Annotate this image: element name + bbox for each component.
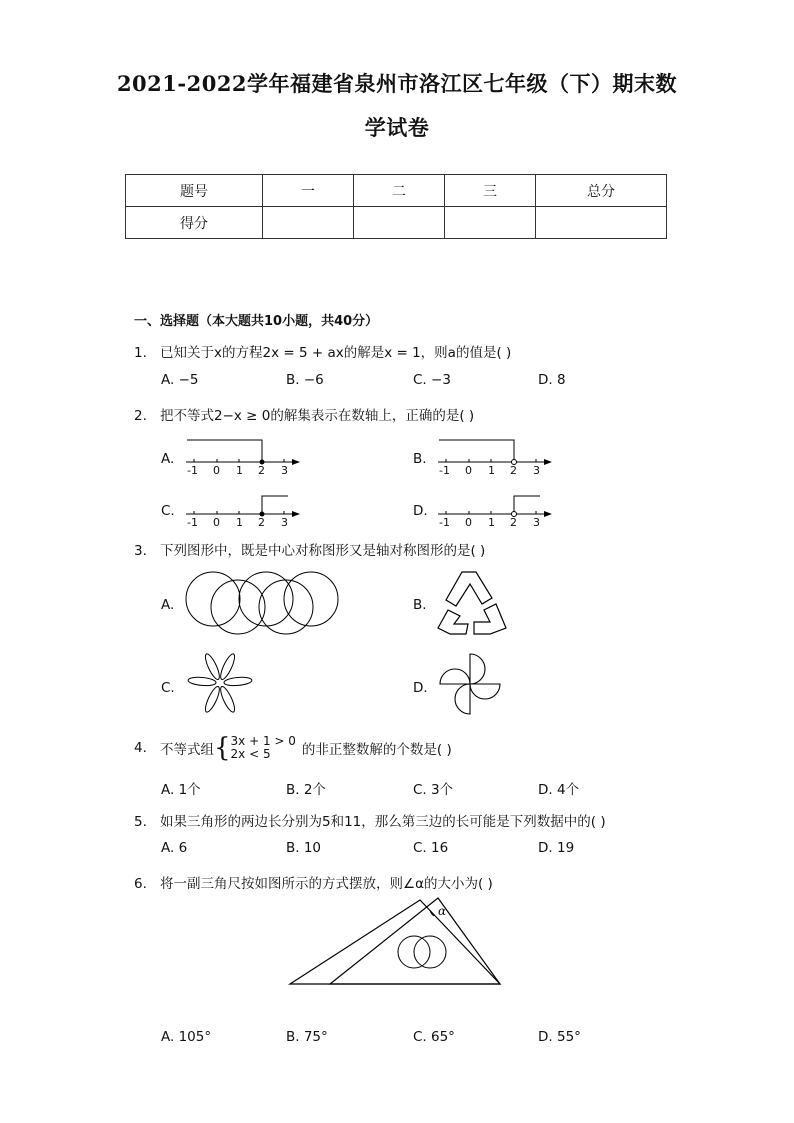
petal xyxy=(218,685,237,714)
tick-label: -1 xyxy=(439,516,450,529)
tick-label: 2 xyxy=(510,464,517,477)
page-title-line1: 2021-2022学年福建省泉州市洛江区七年级（下）期末数 xyxy=(116,71,678,96)
arrow-head xyxy=(292,459,300,465)
option-c[interactable]: C. 16 xyxy=(413,840,449,856)
option-d[interactable]: D. 8 xyxy=(538,372,566,388)
score-table-header-row xyxy=(126,175,667,207)
option-c[interactable]: C. 65° xyxy=(413,1029,455,1045)
score-header-cell: 一 xyxy=(263,175,354,207)
tick-label: 0 xyxy=(213,516,220,529)
option-a[interactable]: A. −5 xyxy=(161,372,199,388)
tick-label: 3 xyxy=(281,464,288,477)
olympic-rings-figure xyxy=(184,570,344,636)
question-text: 下列图形中，既是中心对称图形又是轴对称图形的是( ) xyxy=(160,543,486,559)
recycle-triangle-figure xyxy=(436,570,508,636)
triangle-segment xyxy=(474,604,506,634)
tick-label: 3 xyxy=(533,464,540,477)
pinwheel-blade xyxy=(470,654,485,684)
petal xyxy=(203,685,222,714)
option-d[interactable]: D. xyxy=(413,680,428,696)
tick-label: 2 xyxy=(258,464,265,477)
question-number: 6. xyxy=(134,876,147,892)
tick-label: 3 xyxy=(533,516,540,529)
score-cell[interactable] xyxy=(536,207,667,239)
tick-label: -1 xyxy=(439,464,450,477)
option-d[interactable]: D. xyxy=(413,503,428,519)
question-5 xyxy=(134,810,606,830)
tick-label: -1 xyxy=(187,464,198,477)
set-squares-figure xyxy=(288,896,508,988)
option-d[interactable]: D. 19 xyxy=(538,840,575,856)
score-table-score-row xyxy=(126,207,667,239)
petal xyxy=(188,676,217,686)
tick-label: 0 xyxy=(465,464,472,477)
score-cell[interactable] xyxy=(354,207,445,239)
option-a[interactable]: A. 105° xyxy=(161,1029,212,1045)
score-cell[interactable] xyxy=(263,207,354,239)
pinwheel-blade xyxy=(455,684,470,714)
number-line-b xyxy=(436,437,556,482)
option-b[interactable]: B. −6 xyxy=(286,372,324,388)
question-6 xyxy=(134,872,493,892)
score-table xyxy=(125,174,667,239)
number-line-d-figure xyxy=(436,492,556,537)
triangle-segment xyxy=(446,572,492,606)
tick-label: 0 xyxy=(213,464,220,477)
score-header-cell: 题号 xyxy=(126,175,263,207)
pinwheel-blade xyxy=(470,684,500,699)
pinwheel-figure xyxy=(438,652,502,716)
option-a[interactable]: A. xyxy=(161,451,175,467)
number-line-c-figure xyxy=(184,492,304,537)
option-c[interactable]: C. xyxy=(161,503,175,519)
option-b[interactable]: B. xyxy=(413,597,427,613)
tick-label: 1 xyxy=(488,516,495,529)
question-1 xyxy=(134,341,511,361)
question-number: 2. xyxy=(134,408,147,424)
system-line-1: 3x + 1 > 0 xyxy=(230,734,296,748)
question-text-pre: 不等式组 xyxy=(160,742,214,758)
petal-flower-figure xyxy=(184,652,256,714)
option-d[interactable]: D. 55° xyxy=(538,1029,581,1045)
solution-ray xyxy=(439,440,514,462)
option-b[interactable]: B. xyxy=(413,451,427,467)
tick-label: 1 xyxy=(236,516,243,529)
inequality-system xyxy=(231,735,296,761)
option-a[interactable]: A. 1个 xyxy=(161,782,201,798)
score-row-label: 得分 xyxy=(126,207,263,239)
tick-label: -1 xyxy=(187,516,198,529)
score-header-cell: 三 xyxy=(445,175,536,207)
option-b[interactable]: B. 2个 xyxy=(286,782,326,798)
question-text-post: 的非正整数解的个数是( ) xyxy=(301,742,452,758)
question-number: 1. xyxy=(134,345,147,361)
option-a[interactable]: A. xyxy=(161,597,175,613)
question-number: 5. xyxy=(134,814,147,830)
score-header-cell: 二 xyxy=(354,175,445,207)
arrow-head xyxy=(544,511,552,517)
tick-label: 1 xyxy=(488,464,495,477)
question-number: 3. xyxy=(134,543,147,559)
question-number: 4. xyxy=(134,740,147,756)
question-text: 将一副三角尺按如图所示的方式摆放，则∠α的大小为( ) xyxy=(160,876,493,892)
angle-alpha-label: α xyxy=(438,904,447,918)
arrow-head xyxy=(292,511,300,517)
question-text: 把不等式2−x ≥ 0的解集表示在数轴上，正确的是( ) xyxy=(160,408,475,424)
score-cell[interactable] xyxy=(445,207,536,239)
tick-label: 1 xyxy=(236,464,243,477)
large-triangle xyxy=(290,900,500,984)
system-line-2: 2x < 5 xyxy=(230,747,271,761)
option-c[interactable]: C. xyxy=(161,680,175,696)
tick-label: 0 xyxy=(465,516,472,529)
question-text: 如果三角形的两边长分别为5和11，那么第三边的长可能是下列数据中的( ) xyxy=(160,814,606,830)
tick-label: 3 xyxy=(281,516,288,529)
number-line-c xyxy=(184,492,304,537)
option-c[interactable]: C. 3个 xyxy=(413,782,454,798)
number-line-a xyxy=(184,437,304,482)
tick-label: 2 xyxy=(510,516,517,529)
pinwheel-blade xyxy=(440,669,470,684)
option-b[interactable]: B. 75° xyxy=(286,1029,328,1045)
system-brace: { xyxy=(214,733,231,763)
petal xyxy=(224,676,253,686)
option-b[interactable]: B. 10 xyxy=(286,840,322,856)
section-heading: 一、选择题（本大题共10小题，共40分） xyxy=(134,314,379,329)
option-c[interactable]: C. −3 xyxy=(413,372,451,388)
number-line-d xyxy=(436,492,556,537)
question-text: 已知关于x的方程2x = 5 + ax的解是x = 1，则a的值是( ) xyxy=(160,345,512,361)
question-3 xyxy=(134,539,485,559)
question-2 xyxy=(134,404,474,424)
arrow-head xyxy=(544,459,552,465)
score-header-cell: 总分 xyxy=(536,175,667,207)
question-4 xyxy=(134,733,452,763)
tick-label: 2 xyxy=(258,516,265,529)
solution-ray xyxy=(187,440,262,462)
triangle-segment xyxy=(438,610,468,634)
option-a[interactable]: A. 6 xyxy=(161,840,188,856)
page-title-line2: 学试卷 xyxy=(364,115,430,140)
petal xyxy=(203,652,222,681)
petal xyxy=(218,652,237,681)
option-d[interactable]: D. 4个 xyxy=(538,782,580,798)
